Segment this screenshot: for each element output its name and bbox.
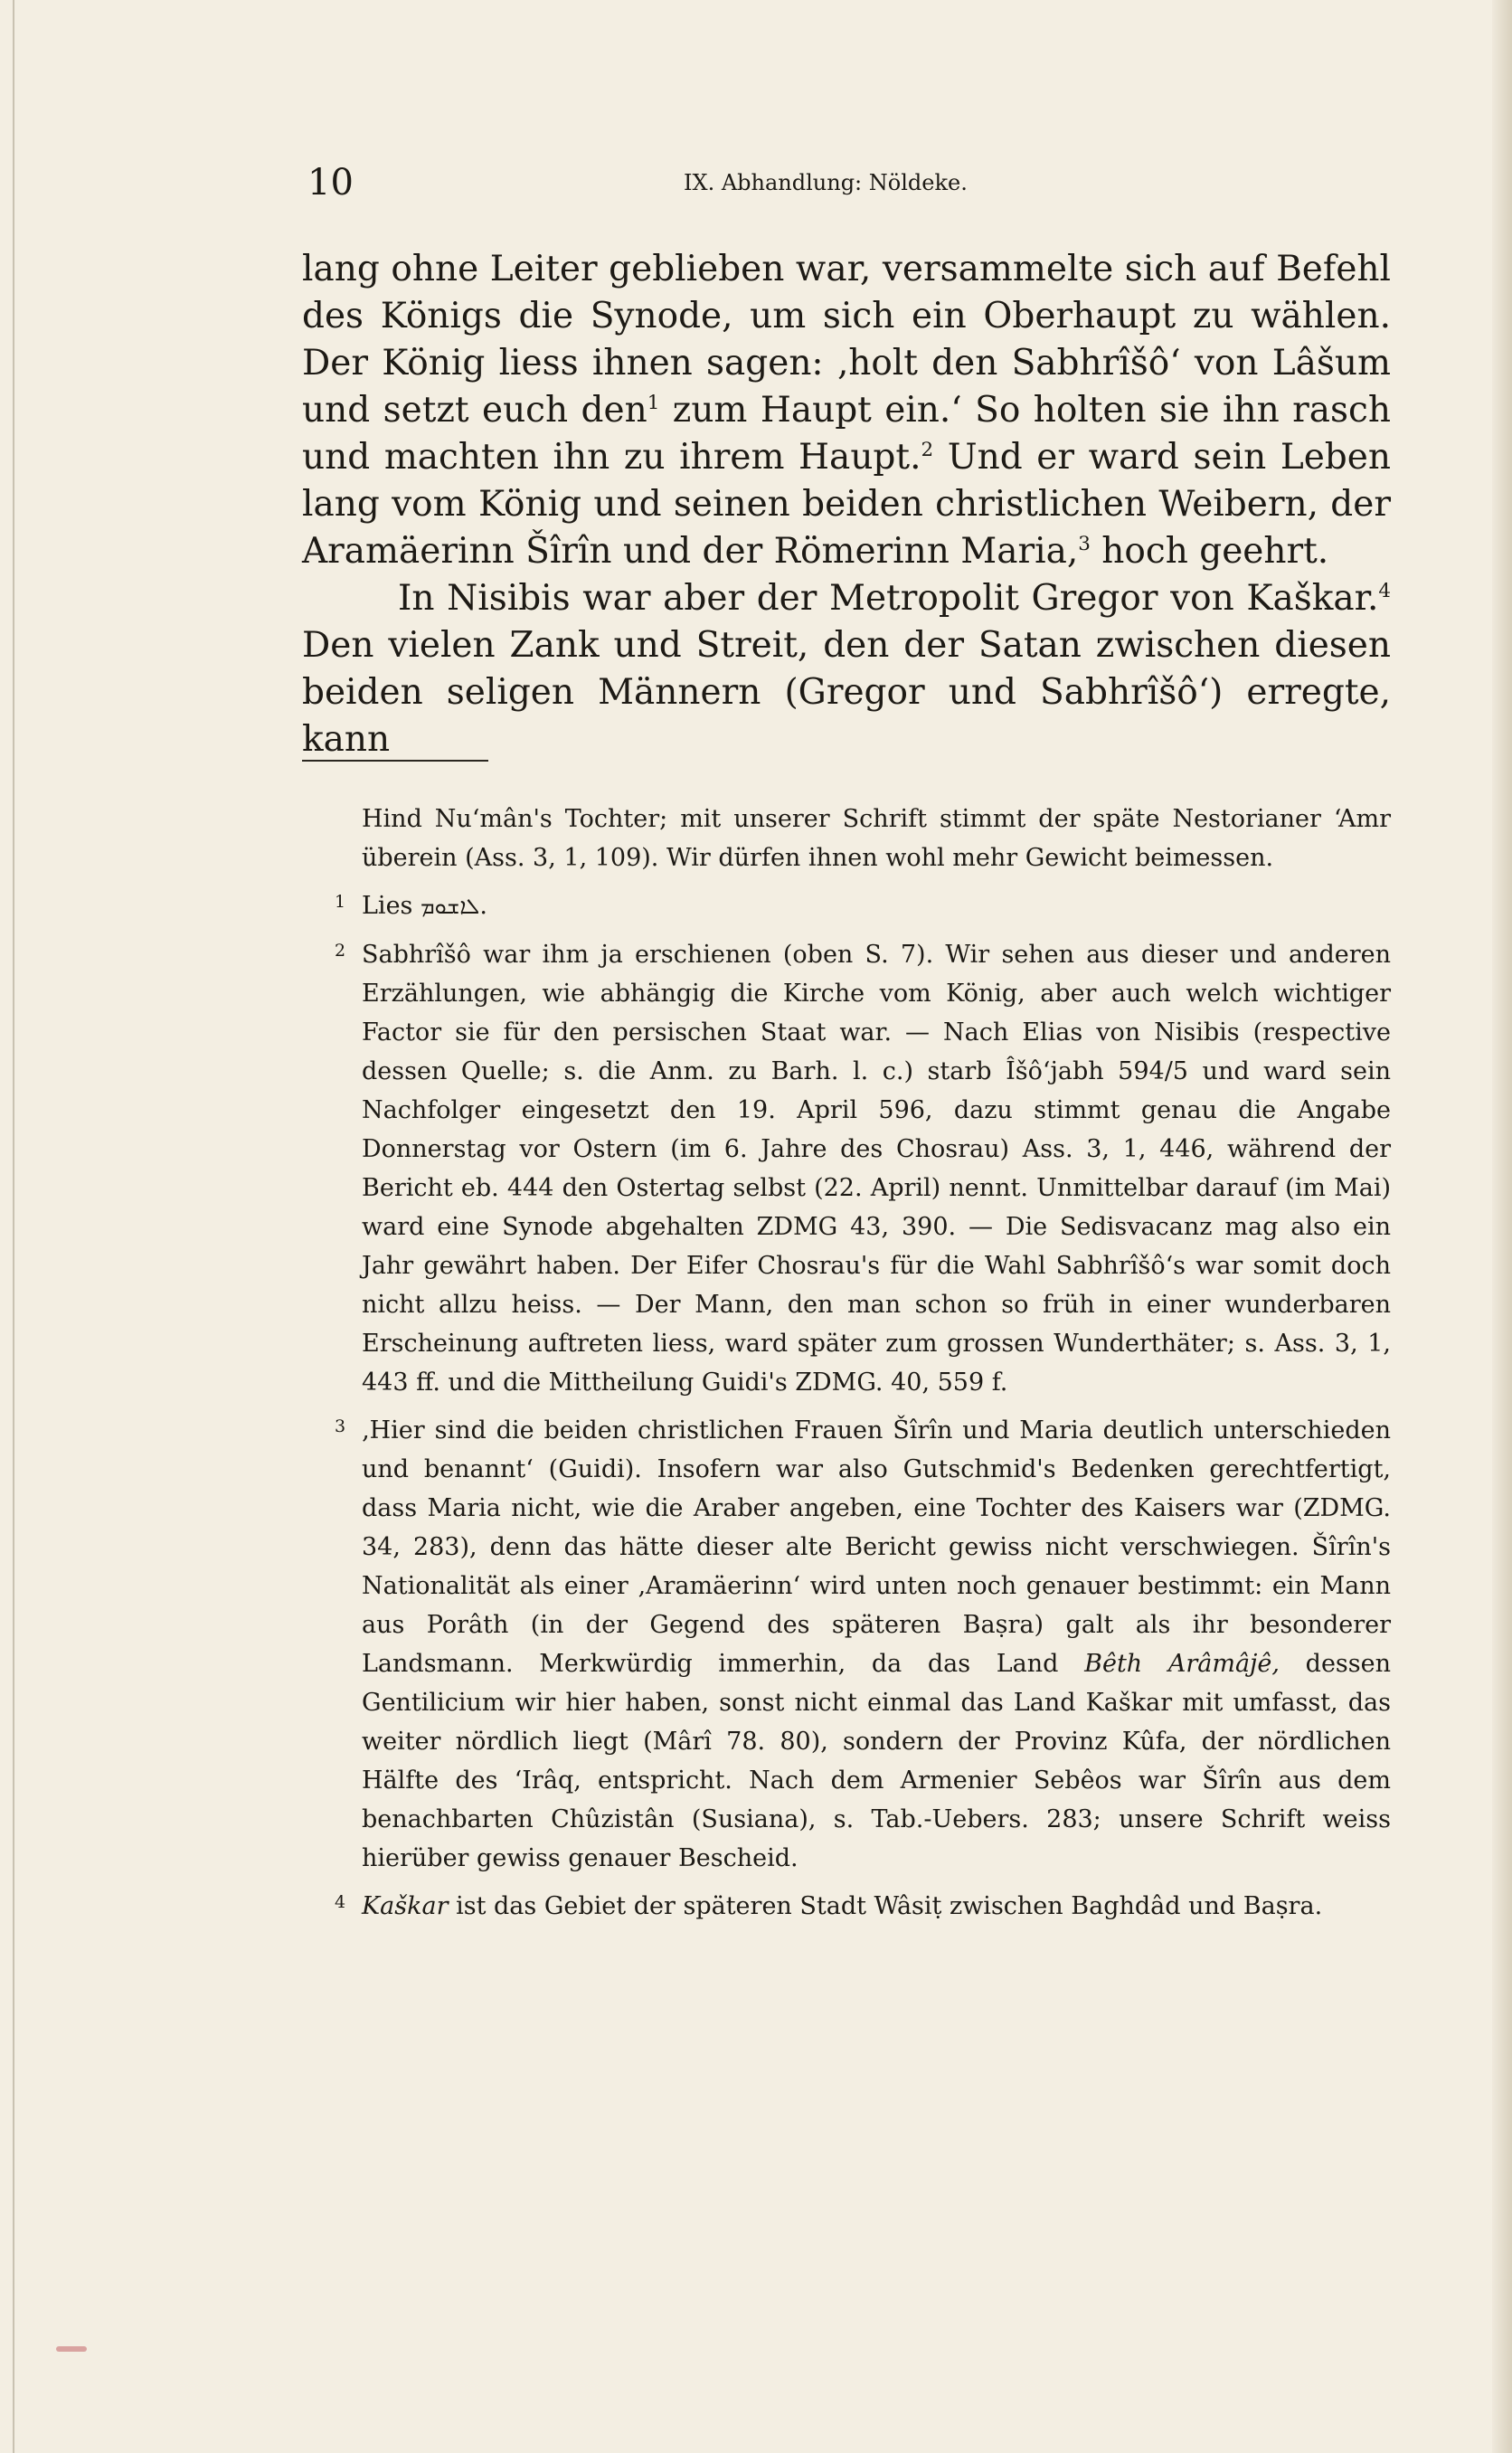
footnote-text: dessen Gentilicium wir hier haben, sonst nicht einmal das Land Kaškar mit umfasst, das weiter nördlich liegt (Mârî 78. 80), sondern der Provinz Kûfa, der nördlichen Hälfte des ‘Irâq, entspricht. Nach dem Armenier Sebêos war Šîrîn aus dem benachbarten Chûzistân (Susiana), s. Tab.-Uebers. 283; unsere Schrift weiss hierüber gewiss genauer Bescheid. — [362, 1650, 1391, 1872]
syriac-word: ܠܐܫܘܡ — [421, 894, 480, 919]
footnote-text-end: . — [479, 892, 487, 920]
text-segment: hoch geehrt. — [1101, 531, 1329, 572]
footnote-text: Sabhrîšô war ihm ja erschienen (oben S. 7). Wir sehen aus dieser und anderen Erzählungen, wie abhängig die Kirche vom König, aber auch welch wichtiger Factor sie für den persischen Staat war. — Nach Elias von Nisibis (respective dessen Quelle; s. die Anm. zu Barh. l. c.) starb Îšô‘jabh 594/5 und ward sein Nachfolger eingesetzt den 19. April 596, dazu stimmt genau die Angabe Donnerstag vor Ostern (im 6. Jahre des Chosrau) Ass. 3, 1, 446, während der Bericht eb. 444 den Ostertag selbst (22. April) nennt. Unmittelbar darauf (im Mai) ward eine Synode abgehalten ZDMG 43, 390. — Die Sedisvacanz mag also ein Jahr gewährt haben. Der Eifer Chosrau's für die Wahl Sabhrîšô‘s war somit doch nicht allzu heiss. — Der Mann, den man schon so früh in einer wunderbaren Erscheinung auftreten liess, ward später zum grossen Wunderthäter; s. Ass. 3, 1, 443 ff. und die Mittheilung Guidi's ZDMG. 40, 559 f. — [362, 941, 1391, 1397]
text-segment: Und er ward sein Leben lang vom König und seinen beiden christlichen Weibern, der Aramäerinn Šîrîn und der Römerinn Maria, — [302, 437, 1391, 572]
footnote-italic-term: Bêth Arâmâjê, — [1084, 1650, 1280, 1678]
footnote-ref-1[interactable]: 1 — [647, 392, 660, 414]
text-segment: lang ohne Leiter geblieben war, versammelte sich auf Befehl des Königs die Synode, um sich ein Oberhaupt zu wählen. Der König liess ihnen sagen: ‚holt den Sabhrîšô‘ von Lâšum und setzt euch den — [302, 249, 1391, 431]
footnote-marker: 1 — [335, 892, 346, 912]
footnote-continuation — [302, 800, 1391, 877]
footnote-italic-term: Kaškar — [362, 1892, 449, 1920]
footnotes — [302, 800, 1391, 1935]
footnote-1 — [302, 886, 1391, 926]
running-title: IX. Abhandlung: Nöldeke. — [684, 170, 968, 195]
footnote-ref-3[interactable]: 3 — [1078, 533, 1091, 555]
text-segment: In Nisibis war aber der Metropolit Gregor von Kaškar. — [398, 578, 1379, 619]
footnote-text: ist das Gebiet der späteren Stadt Wâsiṭ zwischen Baghdâd und Baṣra. — [456, 1892, 1323, 1920]
footnote-separator — [302, 760, 488, 762]
page-edge-line — [13, 0, 14, 2453]
footnote-text: ‚Hier sind die beiden christlichen Frauen Šîrîn und Maria deutlich unterschieden und benannt‘ (Guidi). Insofern war also Gutschmid's Bedenken gerechtfertigt, dass Maria nicht, wie die Araber angeben, eine Tochter des Kaisers war (ZDMG. 34, 283), denn das hätte dieser alte Bericht gewiss nicht verschwiegen. Šîrîn's Nationalität als einer ‚Aramäerinn‘ wird unten noch genauer bestimmt: ein Mann aus Porâth (in der Gegend des späteren Baṣra) galt als ihr besonderer Landsmann. Merkwürdig immerhin, da das Land — [362, 1416, 1391, 1678]
footnote-text: Hind Nu‘mân's Tochter; mit unserer Schrift stimmt der späte Nestorianer ‘Amr überein (Ass. 3, 1, 109). Wir dürfen ihnen wohl mehr Gewicht beimessen. — [362, 805, 1391, 872]
footnote-3 — [302, 1411, 1391, 1878]
text-segment: zum Haupt ein.‘ So holten sie ihn rasch und machten ihn zu ihrem Haupt. — [302, 390, 1391, 478]
footnote-ref-4[interactable]: 4 — [1378, 580, 1391, 602]
page-number: 10 — [307, 162, 354, 204]
page-gutter-shadow — [1492, 0, 1512, 2453]
paragraph-1 — [302, 246, 1391, 575]
footnote-marker: 2 — [335, 941, 346, 961]
paragraph-2 — [302, 575, 1391, 763]
footnote-text: Lies — [362, 892, 413, 920]
footnote-2 — [302, 935, 1391, 1402]
ink-mark — [56, 2346, 87, 2352]
footnote-marker: 4 — [335, 1892, 346, 1912]
footnote-marker: 3 — [335, 1416, 346, 1436]
footnote-4 — [302, 1887, 1391, 1926]
text-segment: Den vielen Zank und Streit, den der Satan zwischen diesen beiden seligen Männern (Gregor und Sabhrîšô‘) erregte, kann — [302, 625, 1391, 760]
main-text — [302, 246, 1391, 763]
footnote-ref-2[interactable]: 2 — [921, 439, 934, 461]
